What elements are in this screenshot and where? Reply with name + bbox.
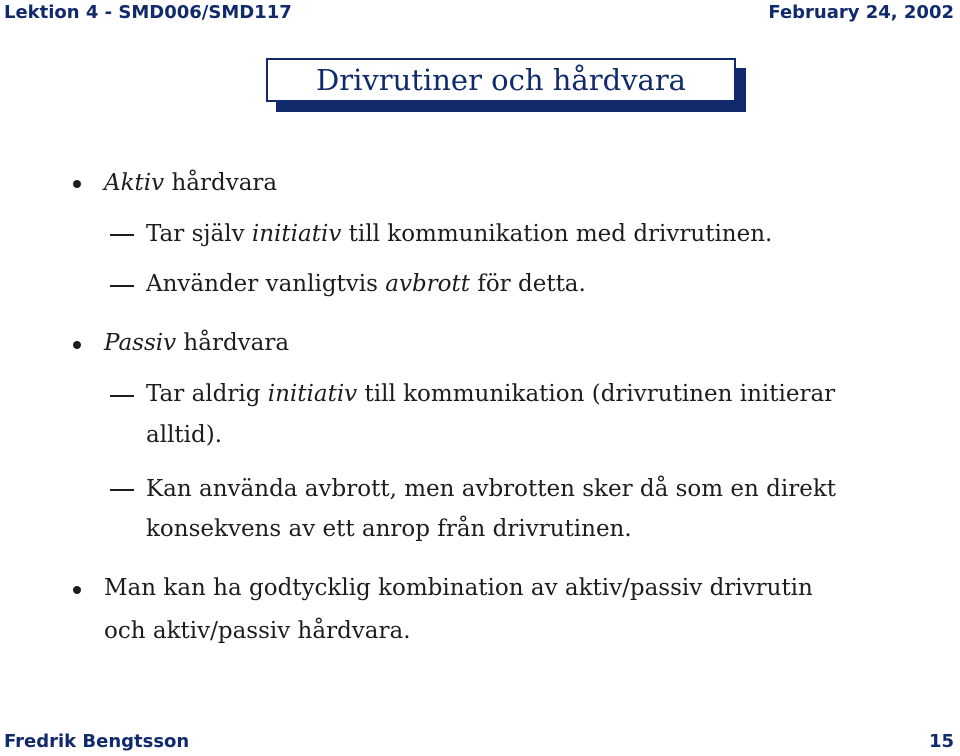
- bullet-aktiv: [104, 163, 277, 204]
- term-initiativ: initiativ: [251, 221, 342, 247]
- footer-author: Fredrik Bengtsson: [4, 731, 190, 752]
- bullet-aktiv-text: hårdvara: [164, 170, 278, 196]
- sub-aktiv-2-post: för detta.: [470, 271, 586, 297]
- sub-aktiv-2: [146, 264, 586, 305]
- bullet-kombination: Man kan ha godtycklig kombination av aktiv/passiv drivrutin: [104, 575, 813, 601]
- sub-passiv-2: Kan använda avbrott, men avbrotten sker då som en direkt: [146, 476, 836, 502]
- term-passiv: Passiv: [104, 330, 177, 356]
- bullet-passiv: [104, 323, 289, 364]
- sub-aktiv-1: [146, 214, 772, 255]
- term-avbrott: avbrott: [385, 271, 471, 297]
- sub-passiv-1-post: till kommunikation (drivrutinen initierar: [357, 381, 836, 407]
- bullet-dot-icon: [73, 341, 81, 349]
- header-course: Lektion 4 - SMD006/SMD117: [4, 2, 292, 23]
- term-initiativ: initiativ: [267, 381, 358, 407]
- dash-icon: [110, 395, 134, 397]
- sub-aktiv-1-pre: Tar själv: [146, 221, 252, 247]
- dash-icon: [110, 285, 134, 287]
- bullet-dot-icon: [73, 586, 81, 594]
- bullet-dot-icon: [73, 180, 81, 188]
- header-date: February 24, 2002: [768, 2, 954, 23]
- dash-icon: [110, 234, 134, 236]
- dash-icon: [110, 489, 134, 491]
- slide-title-box: [266, 58, 736, 102]
- sub-passiv-1-continued: alltid).: [146, 422, 223, 448]
- slide-title: Drivrutiner och hårdvara: [316, 63, 686, 97]
- page-number: 15: [928, 731, 954, 752]
- bullet-kombination-continued: och aktiv/passiv hårdvara.: [104, 618, 411, 644]
- sub-aktiv-1-post: till kommunikation med drivrutinen.: [341, 221, 773, 247]
- title-frame: [266, 58, 736, 102]
- sub-aktiv-2-pre: Använder vanligtvis: [146, 271, 386, 297]
- sub-passiv-2-continued: konsekvens av ett anrop från drivrutinen.: [146, 516, 632, 542]
- bullet-passiv-text: hårdvara: [176, 330, 290, 356]
- sub-passiv-1: [146, 374, 835, 415]
- term-aktiv: Aktiv: [104, 170, 165, 196]
- sub-passiv-1-pre: Tar aldrig: [146, 381, 268, 407]
